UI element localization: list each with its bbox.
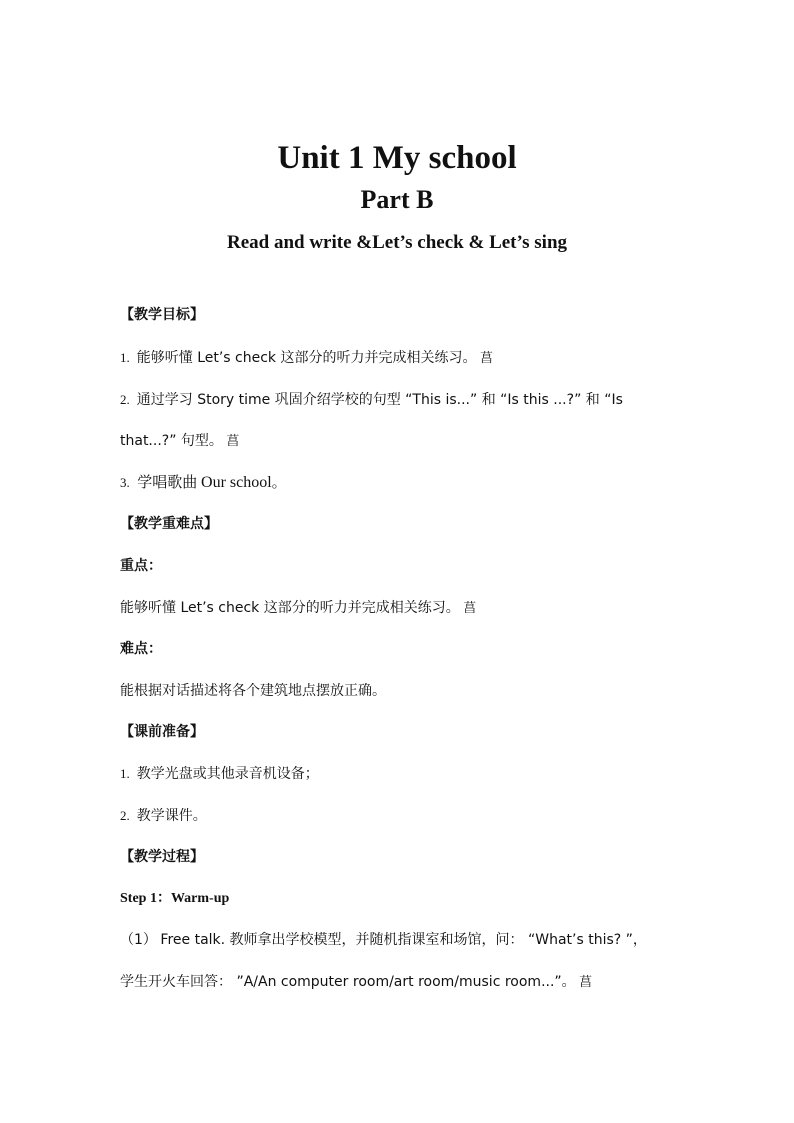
focus-text-line xyxy=(120,598,476,619)
preparation-1-text: 教学光盘或其他录音机设备； xyxy=(136,766,319,782)
objectives-heading: 【教学目标】 xyxy=(120,307,204,323)
preparation-1-number: 1. xyxy=(120,766,130,781)
objective-1-text: 能够听懂 Let’s check 这部分的听力并完成相关练习。 xyxy=(136,350,477,366)
focus-label: 重点： xyxy=(120,558,162,574)
objective-item-3 xyxy=(120,472,287,493)
objective-item-2-line-2 xyxy=(120,431,239,452)
preparation-item-2 xyxy=(120,806,207,827)
objective-2-mark: 菖 xyxy=(226,434,240,449)
objective-1-number: 1. xyxy=(120,350,130,365)
preparation-item-1 xyxy=(120,764,319,785)
process-para-1-text-line-1: Free talk. 教师拿出学校模型，并随机指课室和场馆，问： “What’s this? ”， xyxy=(160,932,647,948)
objective-item-1 xyxy=(120,348,493,369)
process-para-1-number: （1） xyxy=(120,932,157,948)
difficulty-text: 能根据对话描述将各个建筑地点摆放正确。 xyxy=(120,683,386,699)
process-para-1-mark: 菖 xyxy=(579,975,593,990)
preparation-2-number: 2. xyxy=(120,808,130,823)
key-points-heading: 【教学重难点】 xyxy=(120,516,218,532)
process-para-1-text-line-2: 学生开火车回答： ”A/An computer room/art room/music room...”。 xyxy=(120,974,576,990)
preparation-heading: 【课前准备】 xyxy=(120,724,204,740)
objective-2-text-line-1: 通过学习 Story time 巩固介绍学校的句型 “This is...” 和 “Is this ...?” 和 “Is xyxy=(136,392,623,408)
focus-mark: 菖 xyxy=(463,601,477,616)
focus-text: 能够听懂 Let’s check 这部分的听力并完成相关练习。 xyxy=(120,600,460,616)
step-1-title: Step 1：Warm-up xyxy=(120,891,230,906)
objective-1-mark: 菖 xyxy=(480,351,494,366)
difficulty-label: 难点： xyxy=(120,641,162,657)
preparation-2-text: 教学课件。 xyxy=(136,808,207,824)
objective-2-text-line-2: that...?” 句型。 xyxy=(120,433,223,449)
objective-2-number: 2. xyxy=(120,392,130,407)
process-para-1-line-1 xyxy=(120,930,647,951)
objective-3-number: 3. xyxy=(120,475,130,490)
unit-title: Unit 1 My school xyxy=(277,140,517,176)
objective-3-end: 。 xyxy=(271,473,287,491)
lesson-subtitle: Read and write &Let’s check & Let’s sing xyxy=(226,232,568,253)
objective-3-song: Our school xyxy=(201,474,272,491)
process-para-1-line-2 xyxy=(120,972,592,993)
process-heading: 【教学过程】 xyxy=(120,849,204,865)
part-title: Part B xyxy=(360,185,434,214)
objective-item-2-line-1 xyxy=(120,390,623,411)
objective-3-text: 学唱歌曲 xyxy=(137,473,198,491)
